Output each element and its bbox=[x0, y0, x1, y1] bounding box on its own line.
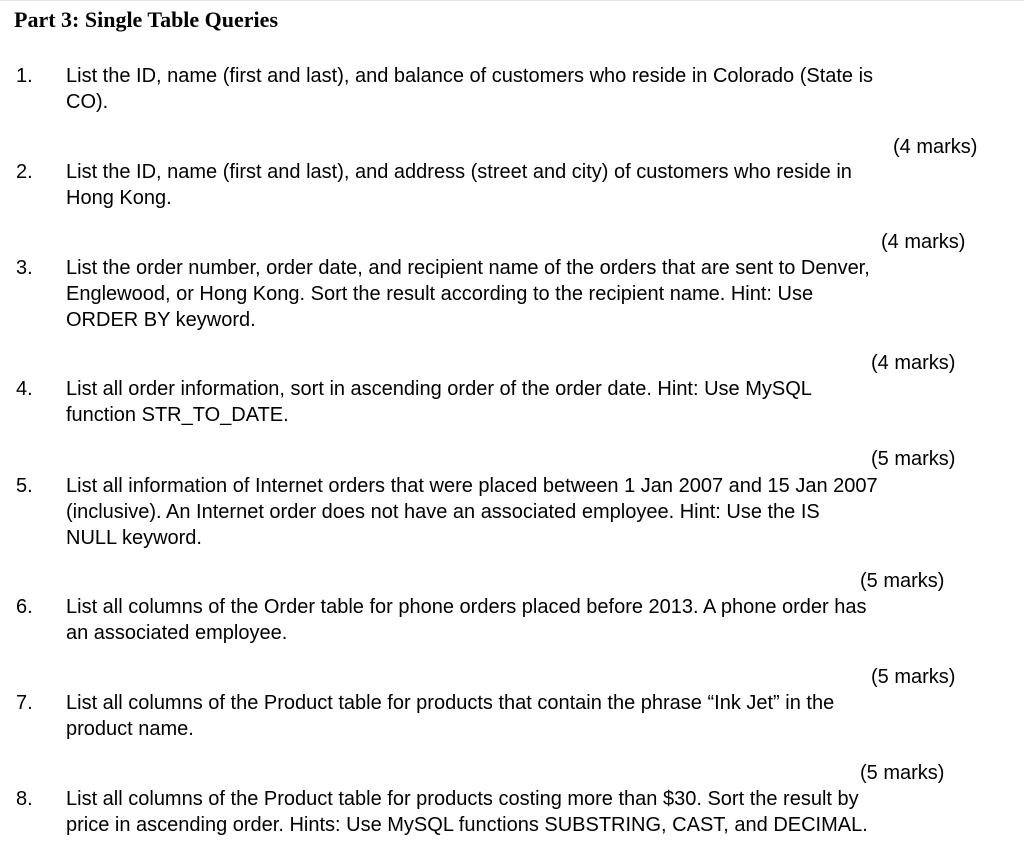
question-line: an associated employee. bbox=[66, 622, 288, 644]
question-text bbox=[66, 376, 996, 428]
marks-label: (5 marks) bbox=[860, 762, 945, 784]
question-text bbox=[66, 786, 996, 838]
question-line: price in ascending order. Hints: Use MySQL functions SUBSTRING, CAST, and DECIMAL. bbox=[66, 814, 868, 836]
question-line: List the ID, name (first and last), and balance of customers who reside in Colorado (State is bbox=[66, 65, 874, 87]
question-number: 4. bbox=[16, 378, 33, 400]
question-line: ORDER BY keyword. bbox=[66, 309, 256, 331]
question-line: product name. bbox=[66, 718, 194, 740]
marks-label: (5 marks) bbox=[871, 666, 956, 688]
question-line: Hong Kong. bbox=[66, 187, 172, 209]
question-text bbox=[66, 594, 996, 646]
question-number: 8. bbox=[16, 788, 33, 810]
question-text bbox=[66, 159, 996, 211]
section-heading: Part 3: Single Table Queries bbox=[14, 7, 278, 32]
question-number: 7. bbox=[16, 692, 33, 714]
question-line: List all columns of the Product table for products costing more than $30. Sort the result by bbox=[66, 788, 859, 810]
question-text bbox=[66, 473, 996, 551]
question-number: 3. bbox=[16, 257, 33, 279]
marks-label: (5 marks) bbox=[871, 448, 956, 470]
marks-label: (4 marks) bbox=[893, 136, 978, 158]
question-line: Englewood, or Hong Kong. Sort the result according to the recipient name. Hint: Use bbox=[66, 283, 814, 305]
marks-label: (4 marks) bbox=[871, 352, 956, 374]
question-line: List all columns of the Order table for phone orders placed before 2013. A phone order has bbox=[66, 596, 867, 618]
top-divider bbox=[0, 0, 1024, 1]
question-line: List the ID, name (first and last), and address (street and city) of customers who reside in bbox=[66, 161, 852, 183]
question-line: NULL keyword. bbox=[66, 527, 202, 549]
question-line: List all order information, sort in ascending order of the order date. Hint: Use MySQL bbox=[66, 378, 812, 400]
question-line: (inclusive). An Internet order does not have an associated employee. Hint: Use the IS bbox=[66, 501, 820, 523]
question-line: List all columns of the Product table for products that contain the phrase “Ink Jet” in the bbox=[66, 692, 835, 714]
marks-label: (5 marks) bbox=[860, 570, 945, 592]
marks-label: (4 marks) bbox=[881, 231, 966, 253]
question-line: function STR_TO_DATE. bbox=[66, 404, 289, 426]
question-number: 1. bbox=[16, 65, 33, 87]
question-number: 2. bbox=[16, 161, 33, 183]
question-line: List the order number, order date, and recipient name of the orders that are sent to Denver, bbox=[66, 257, 870, 279]
question-text bbox=[66, 690, 996, 742]
question-text bbox=[66, 63, 996, 115]
question-number: 6. bbox=[16, 596, 33, 618]
question-line: List all information of Internet orders that were placed between 1 Jan 2007 and 15 Jan 2007 bbox=[66, 475, 878, 497]
question-line: CO). bbox=[66, 91, 109, 113]
question-number: 5. bbox=[16, 475, 33, 497]
question-text bbox=[66, 255, 996, 333]
